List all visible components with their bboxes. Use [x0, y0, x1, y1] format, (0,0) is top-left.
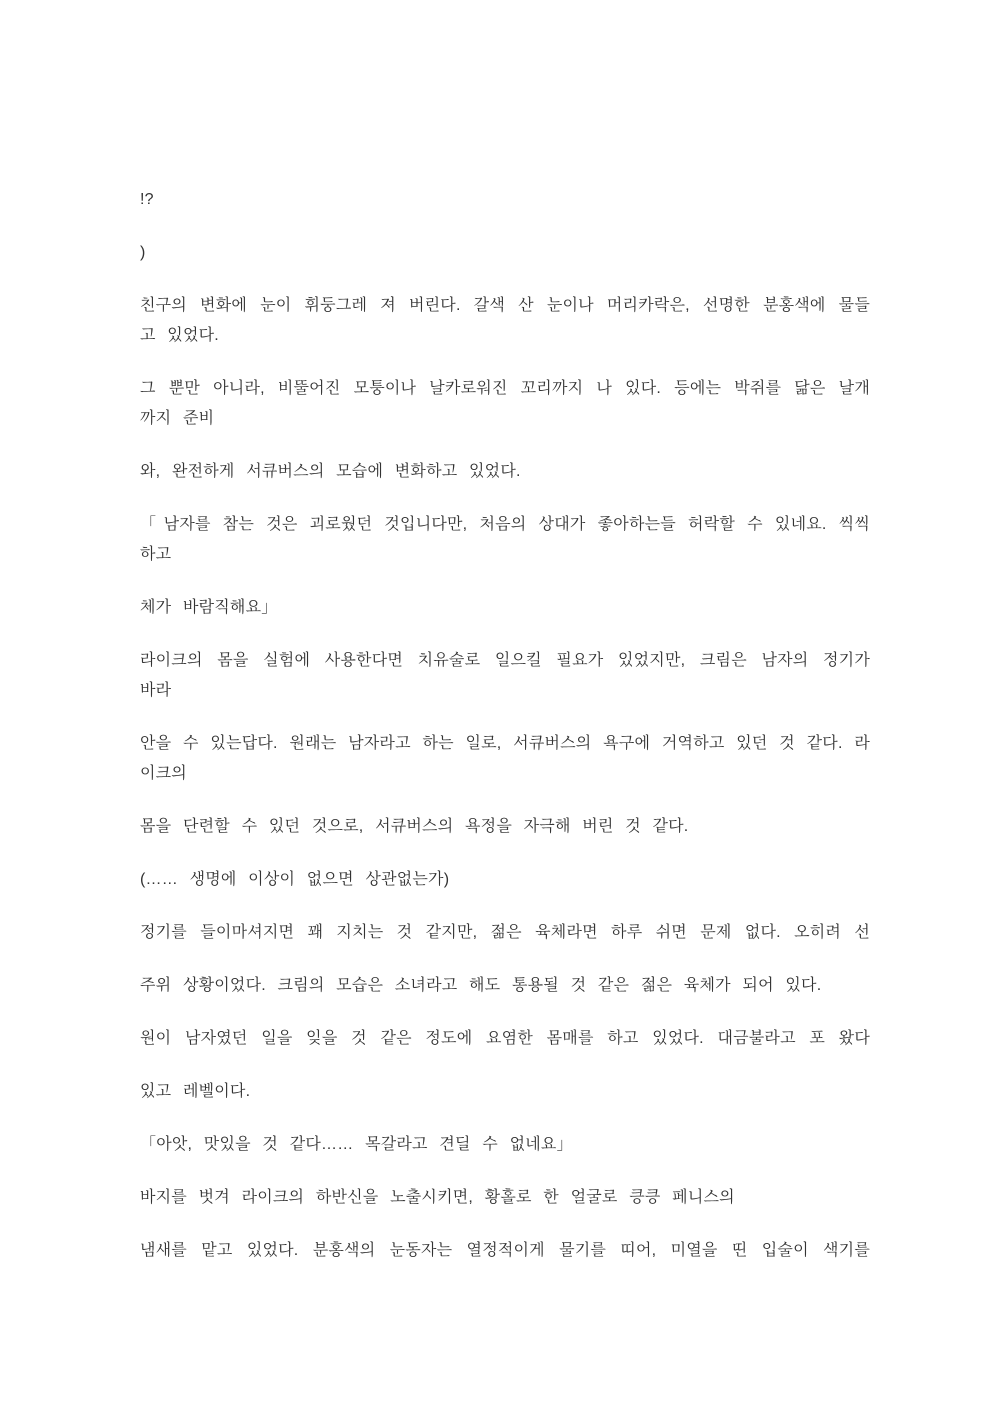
text-line: 몸을 단련할 수 있던 것으로, 서큐버스의 욕정을 자극해 버린 것 같다.	[140, 818, 689, 835]
paragraph	[140, 729, 870, 789]
paragraph	[140, 510, 870, 570]
paragraph	[140, 1024, 870, 1054]
text-line: (…… 생명에 이상이 없으면 상관없는가)	[140, 871, 450, 888]
text-line: 까지 준비	[140, 410, 215, 427]
paragraph	[140, 185, 870, 215]
text-line: 「남자를 참는 것은 괴로웠던 것입니다만, 처음의 상대가 좋아하는들 허락할 수 있네요. 씩씩	[140, 516, 870, 533]
text-line: 이크의	[140, 765, 187, 782]
text-line: 안을 수 있는답다. 원래는 남자라고 하는 일로, 서큐버스의 욕구에 거역하고 있던 것 같다. 라	[140, 735, 870, 752]
paragraph	[140, 374, 870, 434]
paragraph	[140, 865, 870, 895]
text-line: 냄새를 맡고 있었다. 분홍색의 눈동자는 열정적이게 물기를 띠어, 미열을 띤 입술이 색기를	[140, 1242, 870, 1259]
text-line: 원이 남자였던 일을 잊을 것 같은 정도에 요염한 몸매를 하고 있었다. 대금불라고 포 왔다	[140, 1030, 870, 1047]
paragraph	[140, 457, 870, 487]
text-line: 라이크의 몸을 실험에 사용한다면 치유술로 일으킬 필요가 있었지만, 크림은 남자의 정기가	[140, 652, 870, 669]
text-line: 하고	[140, 546, 172, 563]
text-line: 바지를 벗겨 라이크의 하반신을 노출시키면, 황홀로 한 얼굴로 킁킁 페니스의	[140, 1189, 735, 1206]
text-line: 고 있었다.	[140, 327, 219, 344]
text-line: 친구의 변화에 눈이 휘둥그레 져 버린다. 갈색 산 눈이나 머리카락은, 선명한 분홍색에 물들	[140, 297, 870, 314]
paragraph	[140, 646, 870, 706]
text-line: 와, 완전하게 서큐버스의 모습에 변화하고 있었다.	[140, 463, 521, 480]
paragraph	[140, 1236, 870, 1266]
text-line: 그 뿐만 아니라, 비뚤어진 모퉁이나 날카로워진 꼬리까지 나 있다. 등에는 박쥐를 닮은 날개	[140, 380, 870, 397]
paragraph	[140, 918, 870, 948]
text-line: !?	[140, 191, 154, 208]
paragraph	[140, 812, 870, 842]
text-line: 바라	[140, 682, 172, 699]
text-line: )	[140, 244, 146, 261]
paragraph	[140, 238, 870, 268]
paragraph	[140, 971, 870, 1001]
paragraph	[140, 1130, 870, 1160]
text-line: 「아앗, 맛있을 것 같다…… 목갈라고 견딜 수 없네요」	[140, 1136, 573, 1153]
paragraph	[140, 1183, 870, 1213]
text-line: 주위 상황이었다. 크림의 모습은 소녀라고 해도 통용될 것 같은 젊은 육체가 되어 있다.	[140, 977, 822, 994]
paragraph	[140, 1077, 870, 1107]
paragraph	[140, 593, 870, 623]
text-line: 체가 바람직해요」	[140, 599, 278, 616]
text-line: 있고 레벨이다.	[140, 1083, 251, 1100]
paragraph	[140, 291, 870, 351]
text-line: 정기를 들이마셔지면 꽤 지치는 것 같지만, 젊은 육체라면 하루 쉬면 문제 없다. 오히려 선	[140, 924, 870, 941]
text-content	[140, 185, 870, 1289]
